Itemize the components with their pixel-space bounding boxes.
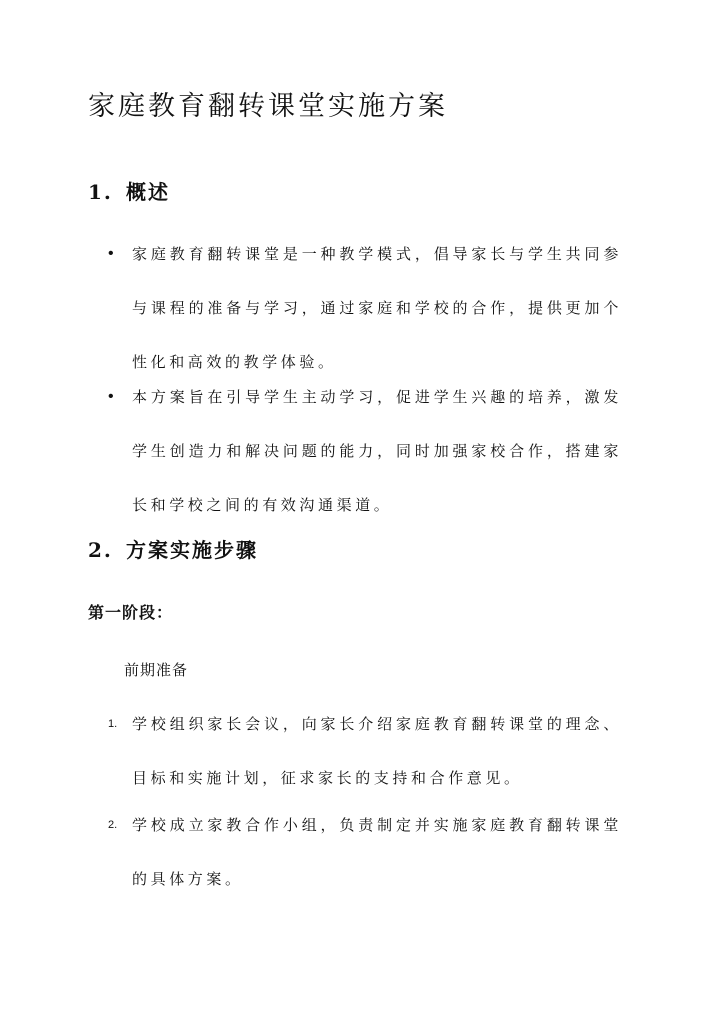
bullet-icon: •	[108, 245, 114, 262]
stage-label: 第一阶段：	[88, 603, 174, 622]
bullet-icon: •	[108, 388, 114, 405]
bullet-text: 本方案旨在引导学生主动学习，促进学生兴趣的培养，激发学生创造力和解决问题的能力，同时加强家校合作，搭建家长和学校之间的有效沟通渠道。	[132, 388, 622, 514]
section-title: 概述	[126, 180, 170, 204]
step-text: 学校成立家教合作小组，负责制定并实施家庭教育翻转课堂的具体方案。	[132, 816, 622, 888]
document-title: 家庭教育翻转课堂实施方案	[88, 91, 448, 122]
section-number: 1.	[88, 180, 113, 204]
step-number: 2.	[108, 819, 118, 831]
bullet-text: 家庭教育翻转课堂是一种教学模式，倡导家长与学生共同参与课程的准备与学习，通过家庭和学校的合作，提供更加个性化和高效的教学体验。	[132, 245, 622, 371]
section-number: 2.	[88, 538, 113, 562]
section-heading-steps	[88, 534, 258, 563]
step-number: 1.	[108, 718, 118, 730]
stage-name: 前期准备	[124, 661, 189, 679]
section-title: 方案实施步骤	[126, 538, 258, 562]
step-text: 学校组织家长会议，向家长介绍家庭教育翻转课堂的理念、目标和实施计划，征求家长的支持和合作意见。	[132, 715, 622, 787]
section-heading-overview	[88, 176, 170, 205]
